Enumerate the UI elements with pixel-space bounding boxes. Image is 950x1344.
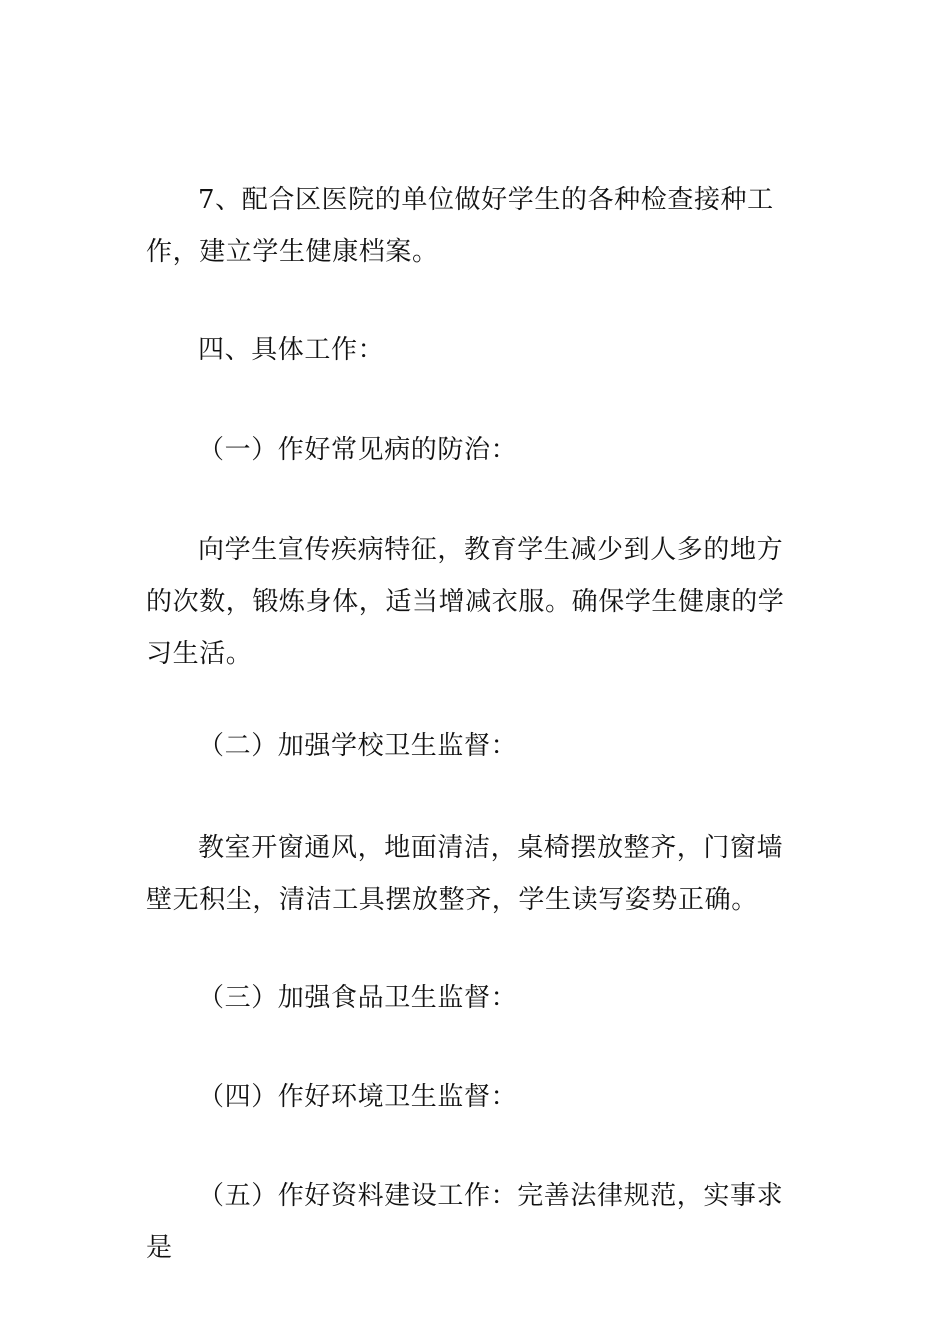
paragraph-classroom-hygiene: 教室开窗通风，地面清洁，桌椅摆放整齐，门窗墙壁无积尘，清洁工具摆放整齐，学生读写姿势正确。 xyxy=(146,833,784,915)
subheading-records-construction: （五）作好资料建设工作：完善法律规范，实事求是 xyxy=(146,1181,784,1263)
subheading-common-disease-prevention: （一）作好常见病的防治： xyxy=(198,435,518,465)
subheading-food-hygiene-supervision: （三）加强食品卫生监督： xyxy=(198,983,518,1013)
section-heading-specific-work: 四、具体工作： xyxy=(198,335,385,365)
paragraph-item-7: 7、配合区医院的单位做好学生的各种检查接种工作，建立学生健康档案。 xyxy=(146,185,774,267)
subheading-school-hygiene-supervision: （二）加强学校卫生监督： xyxy=(198,731,518,761)
paragraph-disease-education: 向学生宣传疾病特征，教育学生减少到人多的地方的次数，锻炼身体，适当增减衣服。确保学生健康的学习生活。 xyxy=(146,535,785,669)
subheading-environmental-hygiene-supervision: （四）作好环境卫生监督： xyxy=(198,1082,518,1112)
